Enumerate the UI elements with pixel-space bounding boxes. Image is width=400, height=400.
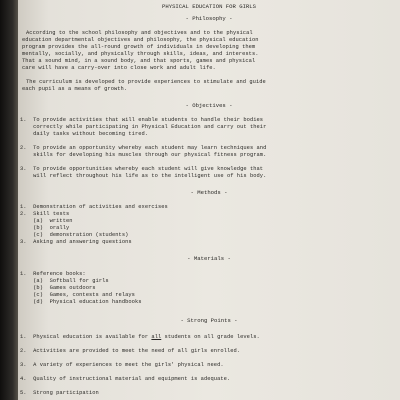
list-item: will reflect throughout his life as to the intelligent use of his body.	[20, 173, 267, 179]
list-item: (a) written	[20, 218, 73, 224]
text-line: education departmental objectives and philosophy, the physical education	[22, 37, 259, 43]
section-heading-philosophy: - Philosophy -	[185, 15, 233, 22]
text-line: program provides the all-round growth of individuals in developing them	[22, 44, 256, 50]
emphasis-all: all	[151, 334, 162, 340]
list-item: 2. Activities are provided to meet the need of all girls enrolled.	[20, 348, 241, 354]
section-heading-materials: - Materials -	[187, 255, 231, 262]
text-line: That a sound mind, in a sound body, and that sports, games and physical	[22, 58, 256, 64]
list-item: 5. Strong participation	[20, 390, 99, 396]
list-item: 4. Quality of instructional material and equipment is adequate.	[20, 376, 231, 382]
list-item: daily tasks without becoming tired.	[20, 131, 149, 137]
document-page	[18, 0, 400, 400]
section-heading-strong-points: - Strong Points -	[180, 317, 238, 324]
book-binding-shadow	[0, 0, 18, 400]
list-item: (b) Games outdoors	[20, 285, 96, 291]
text-line: each pupil as a means of growth.	[22, 86, 128, 92]
section-heading-objectives: - Objectives -	[185, 102, 233, 109]
section-heading-methods: - Methods -	[190, 189, 228, 196]
list-item: 3. A variety of experiences to meet the girls' physical need.	[20, 362, 224, 368]
list-item: skills for developing his muscles through our physical fitness program.	[20, 152, 267, 158]
list-item: 1. To provide activities that will enable students to handle their bodies	[20, 117, 264, 123]
text-line: According to the school philosophy and objectives and to the physical	[26, 30, 253, 36]
list-item: 3. To provide opportunities whereby each student will give knowledge that	[20, 166, 264, 172]
text-line: The curriculum is developed to provide experiences to stimulate and guide	[26, 79, 266, 85]
text-line: mentally, socially, and physically through skills, ideas, and interests.	[22, 51, 259, 57]
list-item: 3. Asking and answering questions	[20, 239, 132, 245]
list-item: 1. Reference books:	[20, 271, 86, 277]
list-item: 1. Demonstration of activities and exercises	[20, 204, 168, 210]
list-item: (c) demonstration (students)	[20, 232, 129, 238]
list-item: (d) Physical education handbooks	[20, 299, 142, 305]
list-item: 1. Physical education is available for all students on all grade levels.	[20, 334, 260, 340]
list-item: (b) orally	[20, 225, 70, 231]
list-item: (a) Softball for girls	[20, 278, 109, 284]
text-line: care will have a carry-over into close work and adult life.	[22, 65, 216, 71]
list-item: 2. Skill tests	[20, 211, 70, 217]
list-item: correctly while participating in Physical Education and carry out their	[20, 124, 267, 130]
list-item: 2. To provide an opportunity whereby each student may learn techniques and	[20, 145, 267, 151]
list-item: (c) Games, contests and relays	[20, 292, 135, 298]
page-title: PHYSICAL EDUCATION FOR GIRLS	[162, 3, 256, 10]
